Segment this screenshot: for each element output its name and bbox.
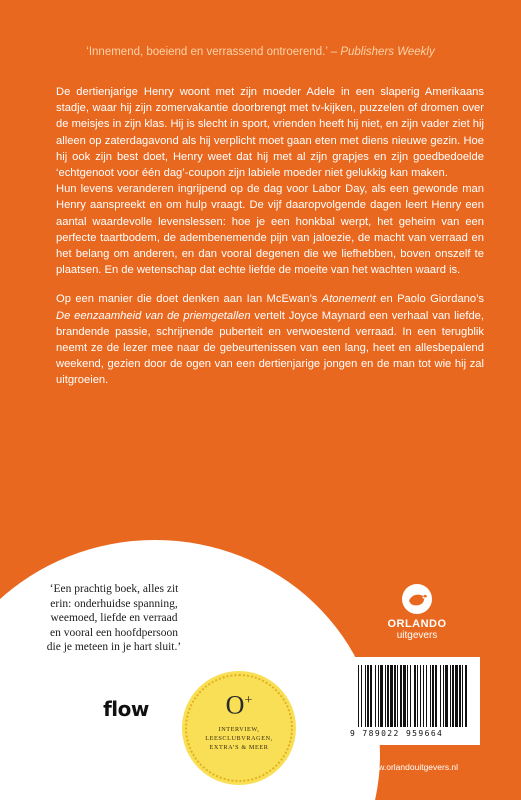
bird-icon bbox=[402, 584, 432, 614]
barcode-bar bbox=[403, 665, 406, 727]
barcode-bar bbox=[385, 665, 386, 727]
barcode-bar bbox=[450, 665, 451, 727]
publisher-website[interactable]: www.orlandouitgevers.nl bbox=[365, 762, 459, 772]
barcode-bar bbox=[365, 665, 366, 727]
barcode-bar bbox=[420, 665, 421, 727]
badge-text: INTERVIEW, LEESCLUBVRAGEN, EXTRA’S & MEER bbox=[205, 725, 273, 751]
barcode-bar bbox=[455, 665, 458, 727]
extras-badge bbox=[185, 674, 293, 782]
barcode-bar bbox=[430, 665, 431, 727]
barcode-bar bbox=[407, 665, 408, 727]
blurb-p3-part-a: Op een manier die doet denken aan Ian McEwan’s bbox=[56, 293, 322, 306]
barcode-bar bbox=[414, 665, 416, 727]
barcode-bar bbox=[400, 665, 402, 727]
quote-background-shape bbox=[0, 540, 380, 800]
tagline-quote: ‘Innemend, boeiend en verrassend ontroerend.’ bbox=[86, 46, 328, 58]
press-quote: ‘Een prachtig boek, alles zit erin: onderhuidse spanning, weemoed, liefde en verraad en vooral een hoofdpersoon die je meteen in je hart sluit.’ bbox=[46, 583, 182, 654]
barcode-bar bbox=[443, 665, 444, 727]
barcode-bar bbox=[394, 665, 396, 727]
barcode-bar bbox=[390, 665, 393, 727]
barcode-bar bbox=[426, 665, 427, 727]
barcode-bar bbox=[417, 665, 418, 727]
barcode-bar bbox=[361, 665, 362, 727]
barcode-bar bbox=[432, 665, 434, 727]
blurb-book-title-priemgetallen: De eenzaamheid van de priemgetallen bbox=[56, 309, 251, 322]
isbn-number: 9 789022 959664 bbox=[350, 729, 444, 738]
barcode-bar bbox=[445, 665, 448, 727]
blurb-paragraph-1: De dertienjarige Henry woont met zijn moeder Adele in een slaperig Amerikaans stadje, waar hij zijn zomervakantie doorbrengt met tv-kijken, puzzelen of dromen over de meisjes in zijn klas. Hij is slecht in sport, vrienden heeft hij niet, en zijn vader ziet hij alleen op zaterdagavond als hij verplicht moet gaan eten met diens nieuwe gezin. Hoe hij ook zijn best doet, Henry weet dat hij met al zijn grapjes en zijn goedbedoelde ‘echtgenoot voor één dag’-coupon zijn labiele moeder niet gelukkig kan maken. bbox=[56, 86, 484, 180]
blurb bbox=[56, 84, 484, 389]
review-tagline bbox=[0, 45, 521, 59]
barcode-bar bbox=[440, 665, 441, 727]
blurb-p3-part-c: en Paolo Giordano’s bbox=[375, 293, 484, 306]
barcode-bar bbox=[375, 665, 376, 727]
barcode-bar bbox=[380, 665, 383, 727]
blurb-p3-part-e: vertelt Joyce Maynard een verhaal van liefde, brandende passie, schrijnende puberteit en verwoestend verraad. In een terugblik neemt ze de lezer mee naar de gebeurtenissen van een lang, heet en allesbepalend weekend, gezien door de ogen van een dertienjarige jongen en de man tot wie hij zal uitgroeien. bbox=[56, 309, 484, 387]
barcode-bar bbox=[452, 665, 454, 727]
barcode-bar bbox=[378, 665, 379, 727]
publisher-logo bbox=[376, 584, 458, 641]
tagline-dash: – bbox=[327, 46, 341, 58]
barcode-bar bbox=[387, 665, 389, 727]
barcode-bar bbox=[459, 665, 461, 727]
blurb-paragraph-2: Hun levens veranderen ingrijpend op de dag voor Labor Day, als een gewonde man Henry aanspreekt en om hulp vraagt. De vijf daaropvolgende dagen leert Henry een aantal waardevolle levenslessen: hoe je een honkbal werpt, het geheim van een perfecte taartbodem, de adembenemende pijn van jaloezie, de macht van verraad en het belang om anderen, en dan vooral degenen die we liefhebben, boven onszelf te plaatsen. En de wetenschap dat echte liefde de moeite van het wachten waard is. bbox=[56, 183, 484, 277]
barcode-bar bbox=[435, 665, 437, 727]
tagline-source: Publishers Weekly bbox=[340, 46, 435, 58]
barcode-bar bbox=[423, 665, 424, 727]
barcode-bar bbox=[370, 665, 372, 727]
barcode-bar bbox=[465, 665, 467, 727]
publisher-sub: uitgevers bbox=[396, 630, 438, 641]
publisher-name: ORLANDO bbox=[387, 618, 447, 630]
blurb-book-title-atonement: Atonement bbox=[321, 293, 376, 306]
barcode-bars bbox=[358, 665, 468, 727]
barcode-bar bbox=[358, 665, 359, 727]
barcode-bar bbox=[462, 665, 463, 727]
barcode-bar bbox=[410, 665, 411, 727]
barcode-bar bbox=[367, 665, 369, 727]
isbn-barcode bbox=[344, 657, 480, 745]
barcode-bar bbox=[397, 665, 398, 727]
badge-symbol: O+ bbox=[225, 690, 253, 720]
flow-logo: flow bbox=[103, 697, 149, 721]
blurb-paragraph-3 bbox=[56, 291, 484, 388]
